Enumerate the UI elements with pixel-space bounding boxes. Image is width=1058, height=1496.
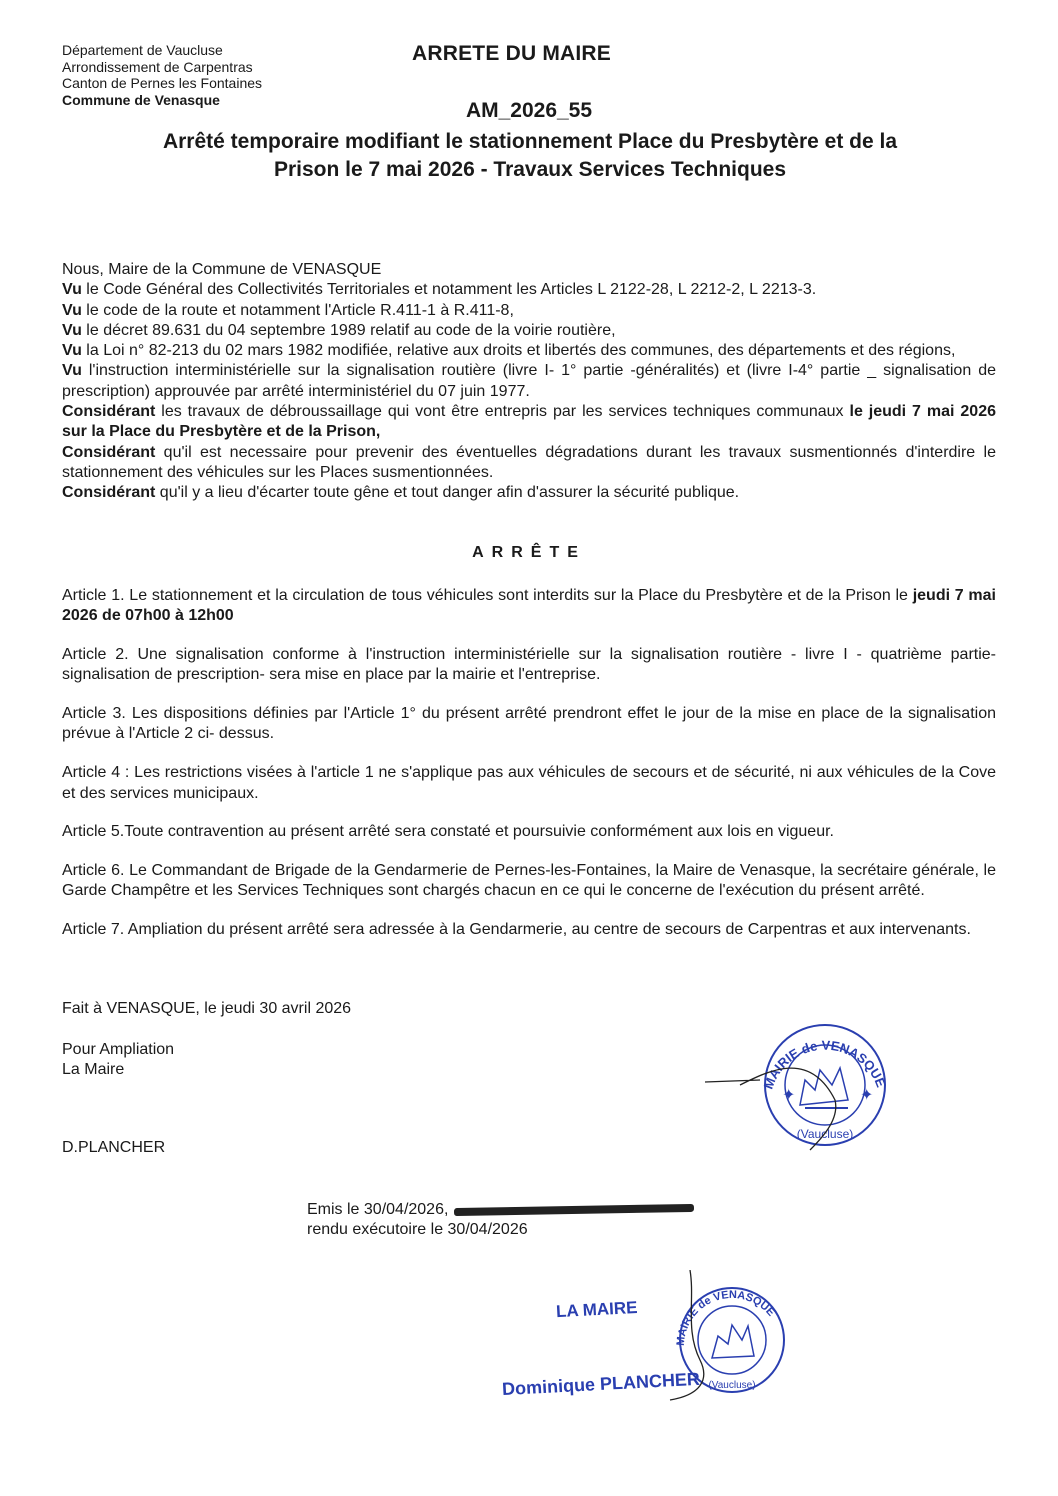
canton-line: Canton de Pernes les Fontaines	[62, 75, 263, 91]
considerant-clause: Considérant les travaux de débroussaillage qui vont être entrepris par les services techniques communaux le jeudi 7 mai 2026 sur la Place du Presbytère et de la Prison,	[62, 403, 996, 441]
stamp-text-top: MAIRIE de VENASQUE	[674, 1288, 777, 1347]
stamp-text-bottom: (Vaucluse)	[708, 1380, 756, 1391]
handwritten-la-maire: LA MAIRE	[555, 1297, 638, 1322]
article-1: Article 1. Le stationnement et la circulation de tous véhicules sont interdits sur la Place du Presbytère et de la Prison le jeudi 7 mai 2026 de 07h00 à 12h00	[62, 587, 997, 625]
article-2: Article 2. Une signalisation conforme à l'instruction interministérielle sur la signalisation routière - livre I - quatrième partie- signalisation de prescription- sera mise en place par la mairie et l'entreprise.	[62, 646, 996, 684]
articles	[62, 586, 996, 959]
decree-reference: AM_2026_55	[465, 99, 593, 122]
article-7: Article 7. Ampliation du présent arrêté sera adressée à la Gendarmerie, au centre de secours de Carpentras et aux intervenants.	[62, 921, 971, 939]
considerant-clause: Considérant qu'il y a lieu d'écarter toute gêne et tout danger afin d'assurer la sécurité publique.	[62, 484, 740, 502]
star-icon: ✦	[860, 1087, 874, 1104]
article-3: Article 3. Les dispositions définies par l'Article 1° du présent arrêté prendront effet le jour de la mise en place de la signalisation prévue à l'Article 2 ci- dessus.	[62, 705, 996, 743]
redaction-bar	[454, 1204, 694, 1216]
subtitle-line-2: Prison le 7 mai 2026 - Travaux Services Techniques	[273, 158, 787, 181]
decree-subtitle	[80, 128, 980, 184]
department-line: Département de Vaucluse	[62, 42, 223, 58]
document-title: ARRETE DU MAIRE	[412, 42, 612, 65]
rendu-line: rendu exécutoire le 30/04/2026	[307, 1221, 528, 1238]
arrondissement-line: Arrondissement de Carpentras	[62, 58, 253, 75]
preamble	[62, 260, 996, 504]
ampliation-block	[62, 1040, 174, 1080]
vu-clause: Vu le code de la route et notamment l'Article R.411-1 à R.411-8,	[62, 301, 514, 319]
pour-ampliation: Pour Ampliation	[62, 1041, 175, 1058]
article-4: Article 4 : Les restrictions visées à l'article 1 ne s'applique pas aux véhicules de secours et de sécurité, ni aux véhicules de la Cove et des services municipaux.	[62, 764, 996, 802]
vu-clause: Vu la Loi n° 82-213 du 02 mars 1982 modifiée, relative aux droits et libertés des communes, des départements et des régions,	[62, 342, 956, 360]
mairie-stamp	[700, 1010, 900, 1160]
stamp-text-top: MAIRIE de VENASQUE	[760, 1037, 889, 1092]
handwritten-name: Dominique PLANCHER	[501, 1368, 701, 1400]
commune-line: Commune de Venasque	[62, 91, 220, 108]
stamp-text-bottom: (Vaucluse)	[796, 1127, 854, 1141]
article-6: Article 6. Le Commandant de Brigade de la Gendarmerie de Pernes-les-Fontaines, la Maire de Venasque, la secrétaire générale, le Garde Champêtre et les Services Techniques sont chargés chacun en ce qui le concerne de l'exécution du présent arrêté.	[62, 862, 996, 900]
preamble-intro: Nous, Maire de la Commune de VENASQUE	[62, 261, 382, 278]
signatory-name: D.PLANCHER	[62, 1139, 166, 1156]
emis-line: Emis le 30/04/2026,	[307, 1200, 694, 1220]
svg-text:MAIRIE de VENASQUE	[675, 1289, 777, 1346]
la-maire-label: La Maire	[62, 1061, 125, 1078]
arrete-heading: ARRÊTE	[472, 544, 586, 561]
considerant-clause: Considérant qu'il est necessaire pour prevenir des éventuelles dégradations durant les travaux susmentionnés d'interdire le stationnement des véhicules sur les Places susmentionnées.	[62, 443, 996, 481]
article-5: Article 5.Toute contravention au présent arrêté sera constaté et poursuivie conformément aux lois en vigueur.	[62, 823, 834, 841]
vu-clause: Vu le Code Général des Collectivités Territoriales et notamment les Articles L 2122-28, L 2212-2, L 2213-3.	[62, 281, 817, 299]
place-date: Fait à VENASQUE, le jeudi 30 avril 2026	[62, 1000, 352, 1017]
star-icon: ✦	[782, 1087, 796, 1104]
vu-clause: Vu le décret 89.631 du 04 septembre 1989 relatif au code de la voirie routière,	[62, 321, 616, 339]
vu-clause: Vu l'instruction interministérielle sur la signalisation routière (livre I- 1° partie -généralités) et (livre I-4° partie _ signalisation de prescription) approuvée par arrêté interministériel du 07 juin 1977.	[62, 362, 996, 400]
emission-block	[307, 1200, 694, 1240]
subtitle-line-1: Arrêté temporaire modifiant le stationnement Place du Presbytère et de la	[162, 130, 898, 153]
